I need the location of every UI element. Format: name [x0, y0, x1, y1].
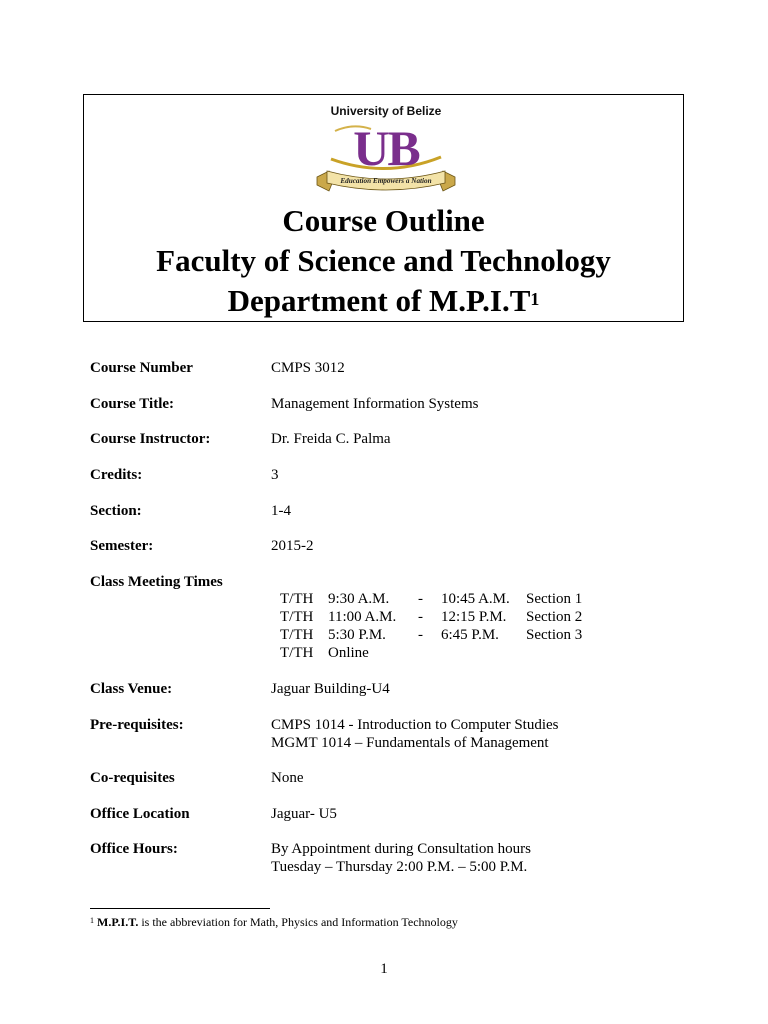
value-credits: 3	[271, 467, 279, 483]
label-course-title: Course Title:	[90, 396, 175, 412]
footnote-text: is the abbreviation for Math, Physics and Information Technology	[138, 915, 458, 929]
value-office-hours-1: By Appointment during Consultation hours	[271, 841, 532, 857]
value-class-venue: Jaguar Building-U4	[271, 681, 390, 697]
page-number: 1	[380, 961, 388, 977]
value-course-instructor: Dr. Freida C. Palma	[271, 431, 391, 447]
meeting-end: 12:15 P.M.	[441, 609, 507, 625]
value-course-number: CMPS 3012	[271, 360, 345, 376]
meeting-start: 11:00 A.M.	[328, 609, 397, 625]
title-faculty: Faculty of Science and Technology	[156, 243, 611, 278]
meeting-end: 6:45 P.M.	[441, 627, 499, 643]
label-class-venue: Class Venue:	[90, 681, 173, 697]
title-course-outline: Course Outline	[282, 203, 485, 238]
label-office-location: Office Location	[90, 806, 190, 822]
meeting-start: Online	[328, 645, 369, 661]
footnote-term: M.P.I.T.	[97, 915, 139, 929]
value-office-location: Jaguar- U5	[271, 806, 337, 822]
meeting-dash: -	[418, 591, 423, 607]
label-meeting-times: Class Meeting Times	[90, 574, 223, 590]
meeting-end: 10:45 A.M.	[441, 591, 510, 607]
label-office-hours: Office Hours:	[90, 841, 178, 857]
label-corequisites: Co-requisites	[90, 770, 175, 786]
label-semester: Semester:	[90, 538, 154, 554]
meeting-start: 5:30 P.M.	[328, 627, 386, 643]
meeting-dash: -	[418, 627, 423, 643]
footnote-number: 1	[90, 916, 94, 925]
label-section: Section:	[90, 503, 142, 519]
meeting-day: T/TH	[280, 627, 314, 643]
value-prerequisites-2: MGMT 1014 – Fundamentals of Management	[271, 735, 549, 751]
value-course-title: Management Information Systems	[271, 396, 479, 412]
footnote	[90, 914, 458, 930]
meeting-day: T/TH	[280, 609, 314, 625]
value-office-hours-2: Tuesday – Thursday 2:00 P.M. – 5:00 P.M.	[271, 859, 528, 875]
value-prerequisites-1: CMPS 1014 - Introduction to Computer Studies	[271, 717, 559, 733]
meeting-start: 9:30 A.M.	[328, 591, 390, 607]
logo-institution-name: University of Belize	[330, 104, 442, 118]
title-box	[83, 94, 684, 322]
university-logo	[313, 101, 459, 193]
meeting-section: Section 3	[526, 627, 583, 643]
logo-monogram: UB	[353, 120, 419, 176]
logo-motto: Education Empowers a Nation	[340, 177, 432, 185]
footnote-ref: 1	[530, 289, 540, 309]
value-semester: 2015-2	[271, 538, 314, 554]
value-section: 1-4	[271, 503, 291, 519]
label-course-number: Course Number	[90, 360, 193, 376]
title-department	[84, 283, 683, 319]
meeting-section: Section 1	[526, 591, 583, 607]
title-department-text: Department of M.P.I.T	[227, 283, 531, 318]
label-course-instructor: Course Instructor:	[90, 431, 211, 447]
meeting-day: T/TH	[280, 645, 314, 661]
value-corequisites: None	[271, 770, 304, 786]
meeting-dash: -	[418, 609, 423, 625]
meeting-day: T/TH	[280, 591, 314, 607]
footnote-divider	[90, 908, 270, 909]
label-prerequisites: Pre-requisites:	[90, 717, 184, 733]
label-credits: Credits:	[90, 467, 143, 483]
meeting-section: Section 2	[526, 609, 583, 625]
